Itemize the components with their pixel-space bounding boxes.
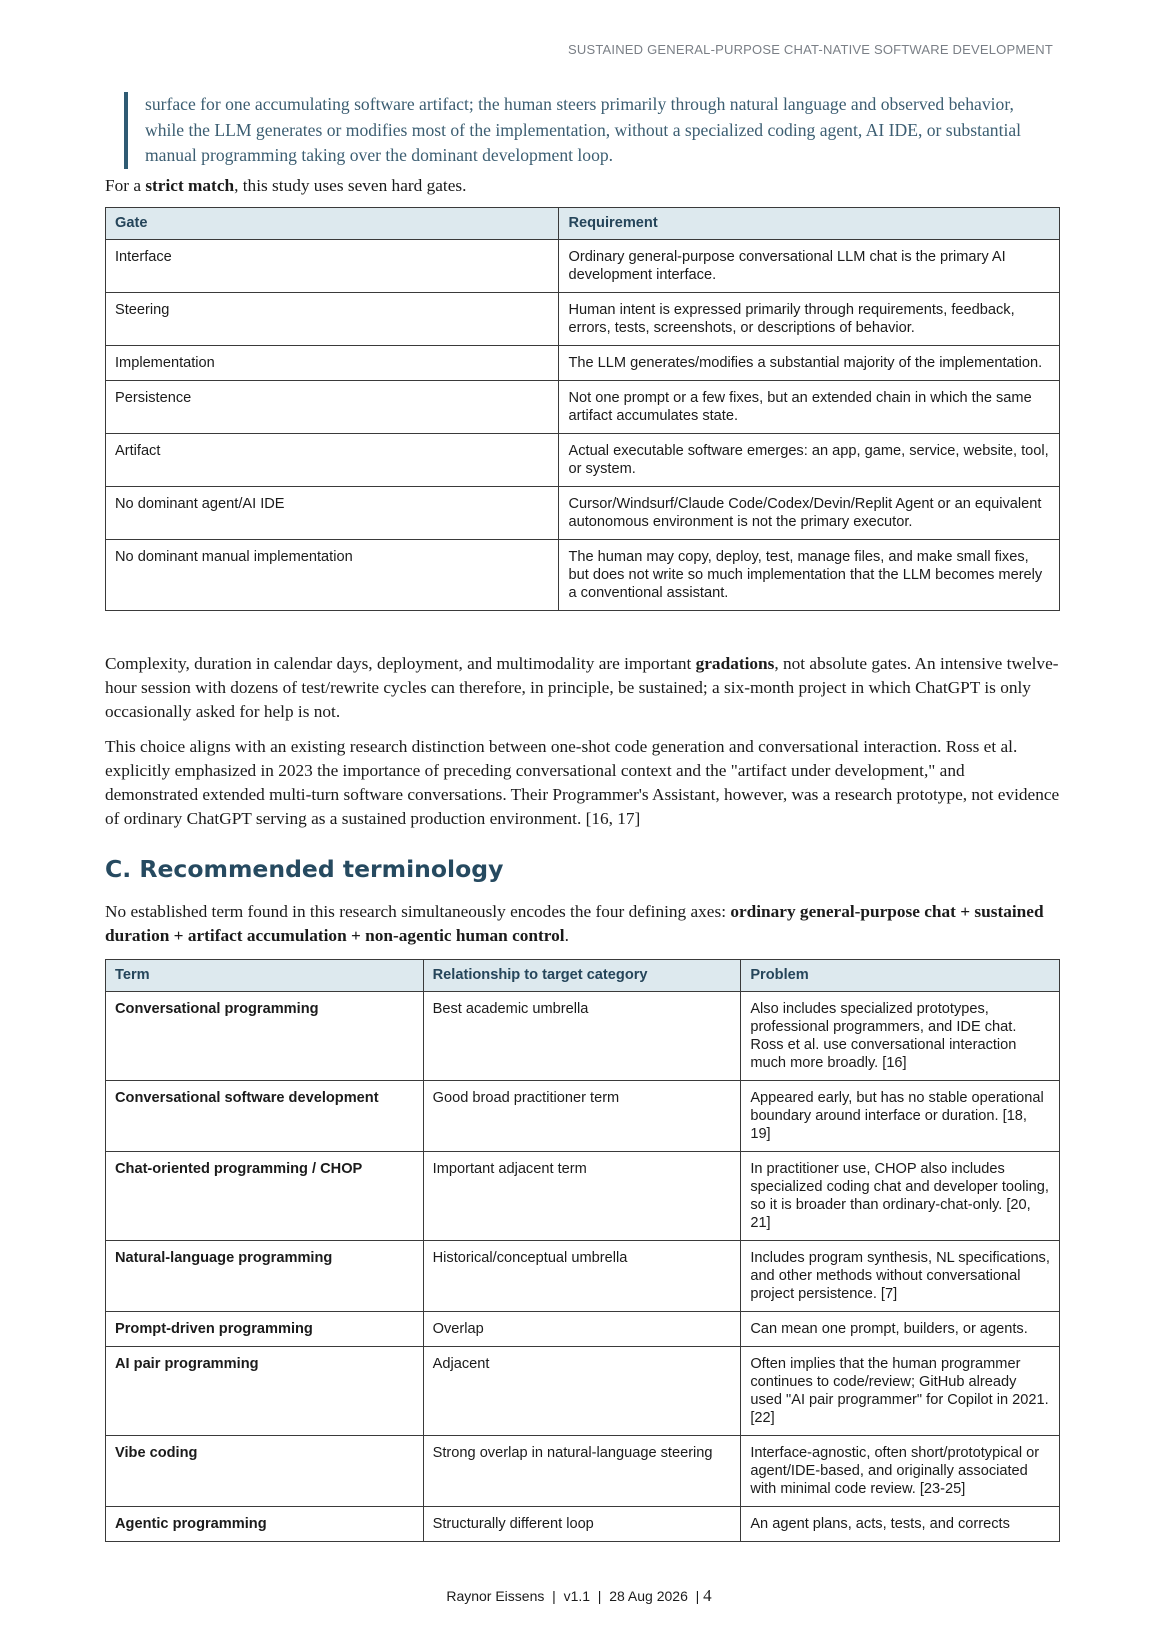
table-row <box>106 540 1060 611</box>
requirement-cell: Human intent is expressed primarily through requirements, feedback, errors, tests, screenshots, or descriptions of behavior. <box>559 293 1060 346</box>
terminology-intro-paragraph: No established term found in this research simultaneously encodes the four defining axes: ordinary general-purpose chat + sustained duration + artifact accumulation + non-agentic human control. <box>105 902 1044 945</box>
gate-cell: Interface <box>106 240 559 293</box>
strict-match-term: strict match <box>145 176 235 195</box>
term-cell: AI pair programming <box>106 1347 424 1436</box>
requirement-cell: Not one prompt or a few fixes, but an extended chain in which the same artifact accumulates state. <box>559 381 1060 434</box>
table-row <box>106 240 1060 293</box>
relationship-cell: Historical/conceptual umbrella <box>423 1241 741 1312</box>
gates-table-header <box>106 208 1060 240</box>
term-cell: Natural-language programming <box>106 1241 424 1312</box>
relationship-cell: Structurally different loop <box>423 1507 741 1542</box>
term-cell: Prompt-driven programming <box>106 1312 424 1347</box>
table-row <box>106 293 1060 346</box>
table-row <box>106 346 1060 381</box>
relationship-cell: Best academic umbrella <box>423 992 741 1081</box>
col-header-gate: Gate <box>106 208 559 240</box>
table-row <box>106 1347 1060 1436</box>
section-heading: C. Recommended terminology <box>105 855 504 883</box>
col-header-problem: Problem <box>741 960 1060 992</box>
relationship-cell: Strong overlap in natural-language steering <box>423 1436 741 1507</box>
table-row <box>106 381 1060 434</box>
footer-meta: Raynor Eissens | v1.1 | 28 Aug 2026 | <box>446 1588 700 1604</box>
term-cell: Chat-oriented programming / CHOP <box>106 1152 424 1241</box>
table-row <box>106 1507 1060 1542</box>
gate-cell: Steering <box>106 293 559 346</box>
problem-cell: Interface-agnostic, often short/prototypical or agent/IDE-based, and originally associated with minimal code review. [23-25] <box>741 1436 1060 1507</box>
problem-cell: Often implies that the human programmer continues to code/review; GitHub already used "AI pair programmer" for Copilot in 2021. [22] <box>741 1347 1060 1436</box>
problem-cell: In practitioner use, CHOP also includes specialized coding chat and developer tooling, so it is broader than ordinary-chat-only. [20, 21] <box>741 1152 1060 1241</box>
term-cell: Conversational programming <box>106 992 424 1081</box>
requirement-cell: Actual executable software emerges: an app, game, service, website, tool, or system. <box>559 434 1060 487</box>
problem-cell: Can mean one prompt, builders, or agents. <box>741 1312 1060 1347</box>
intro-paragraph: For a strict match, this study uses seven hard gates. <box>105 176 467 195</box>
requirement-cell: Ordinary general-purpose conversational LLM chat is the primary AI development interface. <box>559 240 1060 293</box>
terms-table-header <box>106 960 1060 992</box>
problem-cell: Appeared early, but has no stable operational boundary around interface or duration. [18, 19] <box>741 1081 1060 1152</box>
table-row <box>106 1241 1060 1312</box>
table-row <box>106 1312 1060 1347</box>
gate-cell: No dominant agent/AI IDE <box>106 487 559 540</box>
defining-axes: ordinary general-purpose chat + sustained duration + artifact accumulation + non-agentic human control <box>105 902 1044 945</box>
table-row <box>106 1081 1060 1152</box>
gradations-term: gradations <box>695 654 775 673</box>
requirement-cell: The human may copy, deploy, test, manage files, and make small fixes, but does not write so much implementation that the LLM becomes merely a conventional assistant. <box>559 540 1060 611</box>
requirement-cell: Cursor/Windsurf/Claude Code/Codex/Devin/Replit Agent or an equivalent autonomous environment is not the primary executor. <box>559 487 1060 540</box>
gate-cell: No dominant manual implementation <box>106 540 559 611</box>
table-row <box>106 434 1060 487</box>
problem-cell: Includes program synthesis, NL specifications, and other methods without conversational project persistence. [7] <box>741 1241 1060 1312</box>
table-row <box>106 1152 1060 1241</box>
running-header: SUSTAINED GENERAL-PURPOSE CHAT-NATIVE SOFTWARE DEVELOPMENT <box>568 42 1053 57</box>
term-cell: Vibe coding <box>106 1436 424 1507</box>
page-footer <box>0 1586 1158 1606</box>
research-distinction-paragraph: This choice aligns with an existing research distinction between one-shot code generation and conversational interaction. Ross et al. explicitly emphasized in 2023 the importance of preceding conversational context and the "artifact under development," and demonstrated extended multi-turn software conversations. Their Programmer's Assistant, however, was a research prototype, not evidence of ordinary ChatGPT serving as a sustained production environment. [16, 17] <box>105 737 1060 828</box>
relationship-cell: Overlap <box>423 1312 741 1347</box>
gate-cell: Persistence <box>106 381 559 434</box>
col-header-term: Term <box>106 960 424 992</box>
terms-table <box>105 959 1060 1542</box>
col-header-relationship: Relationship to target category <box>423 960 741 992</box>
col-header-requirement: Requirement <box>559 208 1060 240</box>
relationship-cell: Adjacent <box>423 1347 741 1436</box>
gate-cell: Implementation <box>106 346 559 381</box>
term-cell: Conversational software development <box>106 1081 424 1152</box>
table-row <box>106 992 1060 1081</box>
table-row <box>106 487 1060 540</box>
page-number: 4 <box>703 1586 712 1605</box>
requirement-cell: The LLM generates/modifies a substantial majority of the implementation. <box>559 346 1060 381</box>
problem-cell: An agent plans, acts, tests, and corrects <box>741 1507 1060 1542</box>
table-row <box>106 1436 1060 1507</box>
gate-cell: Artifact <box>106 434 559 487</box>
term-cell: Agentic programming <box>106 1507 424 1542</box>
blockquote: surface for one accumulating software artifact; the human steers primarily through natural language and observed behavior, while the LLM generates or modifies most of the implementation, without a specialized coding agent, AI IDE, or substantial manual programming taking over the dominant development loop. <box>124 92 1035 169</box>
relationship-cell: Good broad practitioner term <box>423 1081 741 1152</box>
gradations-paragraph: Complexity, duration in calendar days, deployment, and multimodality are important gradations, not absolute gates. An intensive twelve-hour session with dozens of test/rewrite cycles can therefore, in principle, be sustained; a six-month project in which ChatGPT is only occasionally asked for help is not. <box>105 654 1059 721</box>
problem-cell: Also includes specialized prototypes, professional programmers, and IDE chat. Ross et al. use conversational interaction much more broadly. [16] <box>741 992 1060 1081</box>
gates-table <box>105 207 1060 611</box>
relationship-cell: Important adjacent term <box>423 1152 741 1241</box>
